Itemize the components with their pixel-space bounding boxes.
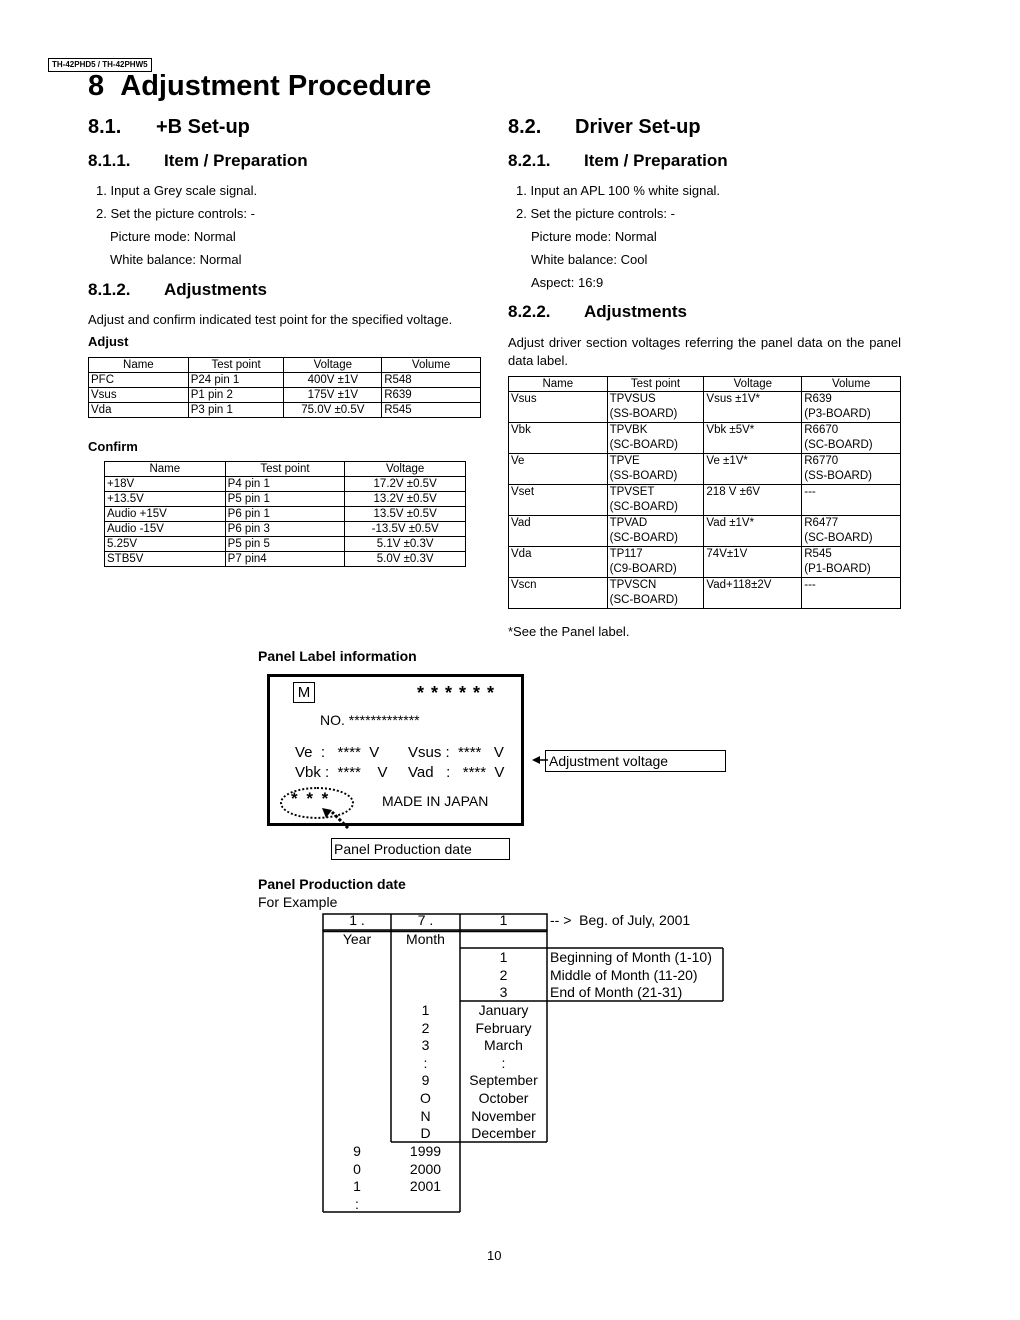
cell-line: TPVBK (609, 424, 648, 436)
production-date-box: Panel Production date (331, 838, 510, 860)
table-cell: Vda (89, 403, 189, 418)
cell-line: Vbk ±5V* (706, 424, 755, 436)
cell-line: (C9-BOARD) (609, 563, 677, 575)
confirm-table (104, 461, 466, 567)
table-row (105, 477, 466, 492)
cell-line: Vad (511, 517, 531, 529)
cell-line: (P3-BOARD) (804, 408, 871, 420)
day-meaning: Beginning of Month (1-10) (550, 949, 712, 965)
section-8-2-2 (508, 302, 687, 322)
table-cell (509, 516, 608, 547)
month-code: : (423, 1054, 428, 1071)
section-title: Item / Preparation (164, 151, 308, 170)
month-code: 2 (421, 1019, 430, 1036)
sub-step: Picture mode: Normal (110, 229, 236, 244)
section-title: Item / Preparation (584, 151, 728, 170)
month-code: O (420, 1090, 431, 1106)
table-cell: P6 pin 3 (225, 522, 345, 537)
month-code: N (420, 1107, 431, 1124)
table-cell: P7 pin4 (225, 552, 345, 567)
table-cell (802, 547, 901, 578)
section-title: Driver Set-up (575, 116, 701, 138)
day-meaning: End of Month (21-31) (550, 984, 683, 1000)
cell-line: TPVSET (609, 486, 655, 498)
table-cell (607, 454, 704, 485)
table-cell (704, 578, 802, 609)
panel-arrows (310, 740, 550, 845)
table-cell (802, 454, 901, 485)
year-value: 2001 (409, 1178, 442, 1194)
table-cell (704, 485, 802, 516)
table-cell: 17.2V ±0.5V (345, 477, 466, 492)
table-row (105, 522, 466, 537)
table-cell (802, 485, 901, 516)
table-row (509, 423, 901, 454)
table-cell: R548 (382, 373, 481, 388)
header-cell: Test point (225, 462, 345, 477)
cell-line: Vbk (511, 424, 531, 436)
table-cell (704, 423, 802, 454)
table-cell: P24 pin 1 (188, 373, 284, 388)
cell-line: TPVSCN (609, 579, 657, 591)
section-8-2-1 (508, 151, 728, 171)
section-num: 8.2.1. (508, 151, 551, 170)
table-cell (802, 516, 901, 547)
table-row (105, 537, 466, 552)
cell-line: Ve (511, 455, 525, 467)
step-2: 2. Set the picture controls: - (96, 206, 255, 221)
cell-line: Vsus (511, 393, 537, 405)
cell-line: (SC-BOARD) (609, 532, 679, 544)
cell-line (804, 500, 898, 515)
model-label: TH-42PHD5 / TH-42PHW5 (48, 58, 152, 72)
table-cell: +18V (105, 477, 226, 492)
table-cell: R639 (382, 388, 481, 403)
page-number: 10 (487, 1248, 502, 1263)
page-title (88, 70, 431, 103)
table-cell (704, 454, 802, 485)
table-header-row (89, 358, 481, 373)
table-cell (607, 392, 704, 423)
table-row (509, 578, 901, 609)
adjust-label: Adjust (88, 334, 129, 349)
day-code: 2 (499, 966, 508, 983)
sub-step: Picture mode: Normal (531, 229, 657, 244)
table-cell: 175V ±1V (284, 388, 382, 403)
step-1: 1. Input an APL 100 % white signal. (516, 183, 721, 198)
table-cell (802, 578, 901, 609)
production-date-subtitle: For Example (258, 894, 338, 910)
cell-line: 218 V ±6V (706, 486, 761, 498)
cell-line: Vset (511, 486, 535, 498)
dotted-pointer (332, 812, 348, 828)
table-cell (802, 392, 901, 423)
step-1: 1. Input a Grey scale signal. (96, 183, 258, 198)
example-year: 1 . (349, 912, 365, 928)
table-header-row (105, 462, 466, 477)
cell-line: (SS-BOARD) (804, 470, 872, 482)
month-code: 9 (421, 1072, 430, 1089)
year-code: 9 (353, 1143, 361, 1159)
table-cell (607, 423, 704, 454)
day-code: 3 (499, 984, 508, 1000)
table-cell: -13.5V ±0.5V (345, 522, 466, 537)
header-cell: Voltage (704, 377, 802, 392)
section-title: Adjustments (164, 280, 267, 299)
section-num: 8.1.1. (88, 151, 131, 170)
table-cell (607, 578, 704, 609)
example-day: 1 (499, 912, 508, 928)
table-cell: +13.5V (105, 492, 226, 507)
production-date-title: Panel Production date (258, 876, 406, 892)
header-cell: Name (105, 462, 226, 477)
title-number: 8 (88, 70, 105, 102)
table-cell (607, 547, 704, 578)
table-header-row (509, 377, 901, 392)
cell-line: Vscn (511, 579, 537, 591)
section-num: 8.1. (88, 116, 122, 138)
table-cell: P4 pin 1 (225, 477, 345, 492)
table-cell: Vsus (89, 388, 189, 403)
table-cell (509, 392, 608, 423)
table-cell: 5.0V ±0.3V (345, 552, 466, 567)
table-row (509, 547, 901, 578)
cell-line: (SC-BOARD) (609, 501, 679, 513)
table-cell (704, 547, 802, 578)
section-num: 8.2. (508, 116, 542, 138)
table-cell: 5.25V (105, 537, 226, 552)
day-code: 1 (499, 949, 508, 965)
table-cell: R545 (382, 403, 481, 418)
header-cell: Name (509, 377, 608, 392)
year-code: 1 (353, 1178, 361, 1194)
cell-line (804, 593, 898, 608)
table-cell (704, 516, 802, 547)
cell-line: Vsus ±1V* (706, 393, 761, 405)
table-cell: 75.0V ±0.5V (284, 403, 382, 418)
table-cell (704, 392, 802, 423)
table-cell: Audio -15V (105, 522, 226, 537)
table-cell: STB5V (105, 552, 226, 567)
month-name: November (471, 1107, 536, 1124)
confirm-label: Confirm (88, 439, 138, 454)
cell-line: R639 (804, 393, 832, 405)
table-cell (509, 578, 608, 609)
table-cell (607, 485, 704, 516)
header-cell: Test point (188, 358, 284, 373)
cell-line: Vad ±1V* (706, 517, 755, 529)
table-cell: P1 pin 2 (188, 388, 284, 403)
table-cell: 400V ±1V (284, 373, 382, 388)
panel-stars: * * * * * * (417, 683, 496, 703)
table-cell: P5 pin 5 (225, 537, 345, 552)
example-note: -- > Beg. of July, 2001 (550, 912, 691, 928)
cell-line: 74V±1V (706, 548, 748, 560)
panel-date-stars: * * * (291, 789, 331, 808)
section-title: Adjustments (584, 302, 687, 321)
table-cell: P5 pin 1 (225, 492, 345, 507)
table-cell (509, 485, 608, 516)
table-row (105, 507, 466, 522)
table-cell: 13.2V ±0.5V (345, 492, 466, 507)
year-value: 1999 (409, 1143, 442, 1159)
adjustment-voltage-box: Adjustment voltage (545, 750, 726, 772)
year-value: 2000 (409, 1160, 442, 1177)
header-cell: Name (89, 358, 189, 373)
month-name: October (478, 1090, 529, 1106)
table-cell (509, 423, 608, 454)
cell-line: (SC-BOARD) (804, 532, 873, 544)
header-cell: Voltage (345, 462, 466, 477)
table-row (105, 552, 466, 567)
panel-made-in: MADE IN JAPAN (382, 793, 489, 809)
table-row (509, 516, 901, 547)
sub-step: Aspect: 16:9 (531, 275, 604, 290)
panel-vsus: Vsus : **** V (408, 744, 504, 761)
month-code: D (420, 1125, 431, 1142)
panel-serial: NO. ************* (320, 712, 420, 728)
month-code: 3 (421, 1037, 430, 1054)
month-heading: Month (406, 931, 445, 947)
cell-line: TP117 (609, 548, 643, 560)
title-text: Adjustment Procedure (120, 70, 432, 102)
sub-step: White balance: Cool (531, 252, 648, 267)
cell-line: R6670 (804, 424, 839, 436)
driver-table (508, 376, 901, 609)
section-8-1-2 (88, 280, 267, 300)
section-num: 8.2.2. (508, 302, 551, 321)
cell-line: Vad+118±2V (706, 579, 772, 591)
cell-line: Vda (511, 548, 532, 560)
year-code: : (355, 1195, 359, 1212)
cell-line: (SS-BOARD) (609, 470, 678, 482)
table-row (509, 392, 901, 423)
day-meaning: Middle of Month (11-20) (550, 966, 698, 983)
cell-line: --- (804, 486, 816, 498)
month-name: September (469, 1072, 538, 1089)
panel-m-box: M (293, 682, 315, 703)
year-heading: Year (342, 931, 372, 947)
cell-line: (SC-BOARD) (609, 594, 679, 606)
cell-line: Ve ±1V* (706, 455, 748, 467)
adjust-table (88, 357, 481, 418)
pointer-head (322, 808, 332, 818)
table-cell: 5.1V ±0.3V (345, 537, 466, 552)
table-row (89, 373, 481, 388)
section-num: 8.1.2. (88, 280, 131, 299)
table-row (89, 388, 481, 403)
cell-line: R545 (804, 548, 832, 560)
step-2: 2. Set the picture controls: - (516, 206, 675, 221)
cell-line: (SC-BOARD) (609, 439, 679, 451)
table-row (105, 492, 466, 507)
arrow-head (532, 756, 540, 764)
cell-line: R6770 (804, 455, 839, 467)
cell-line: TPVSUS (609, 393, 656, 405)
table-cell (509, 454, 608, 485)
month-name: December (471, 1125, 536, 1142)
header-cell: Test point (607, 377, 704, 392)
cell-line: TPVAD (609, 517, 648, 529)
cell-line: R6477 (804, 517, 839, 529)
sub-step: White balance: Normal (110, 252, 242, 267)
table-cell (509, 547, 608, 578)
section-title: +B Set-up (156, 116, 250, 138)
table-row (509, 485, 901, 516)
month-name: March (484, 1037, 523, 1054)
header-cell: Volume (802, 377, 901, 392)
cell-line: TPVE (609, 455, 640, 467)
panel-label-title: Panel Label information (258, 648, 417, 664)
panel-label-note: *See the Panel label. (508, 624, 630, 639)
table-row (89, 403, 481, 418)
table-row (509, 454, 901, 485)
header-cell: Voltage (284, 358, 382, 373)
panel-vbk: Vbk : **** V (295, 764, 388, 781)
header-cell: Volume (382, 358, 481, 373)
month-name: January (478, 1002, 529, 1018)
panel-ve: Ve : **** V (295, 744, 380, 761)
month-name: February (475, 1019, 532, 1036)
table-cell (607, 516, 704, 547)
section-8-2 (508, 116, 701, 139)
table-cell: 13.5V ±0.5V (345, 507, 466, 522)
section-8-1-1 (88, 151, 308, 171)
adjust-intro: Adjust and confirm indicated test point for the specified voltage. (88, 312, 453, 327)
table-cell: PFC (89, 373, 189, 388)
panel-vad: Vad : **** V (408, 764, 505, 781)
year-code: 0 (353, 1160, 361, 1177)
month-code: 1 (421, 1002, 430, 1018)
month-name: : (501, 1054, 506, 1071)
table-cell: Audio +15V (105, 507, 226, 522)
cell-line: --- (804, 579, 816, 591)
table-cell: P3 pin 1 (188, 403, 284, 418)
cell-line: (SS-BOARD) (609, 408, 678, 420)
table-cell: P6 pin 1 (225, 507, 345, 522)
cell-line: (P1-BOARD) (804, 563, 871, 575)
driver-intro: Adjust driver section voltages referring the panel data on the panel data label. (508, 335, 901, 368)
example-month: 7 . (417, 912, 434, 928)
cell-line: (SC-BOARD) (804, 439, 873, 451)
section-8-1 (88, 116, 250, 139)
table-cell (802, 423, 901, 454)
